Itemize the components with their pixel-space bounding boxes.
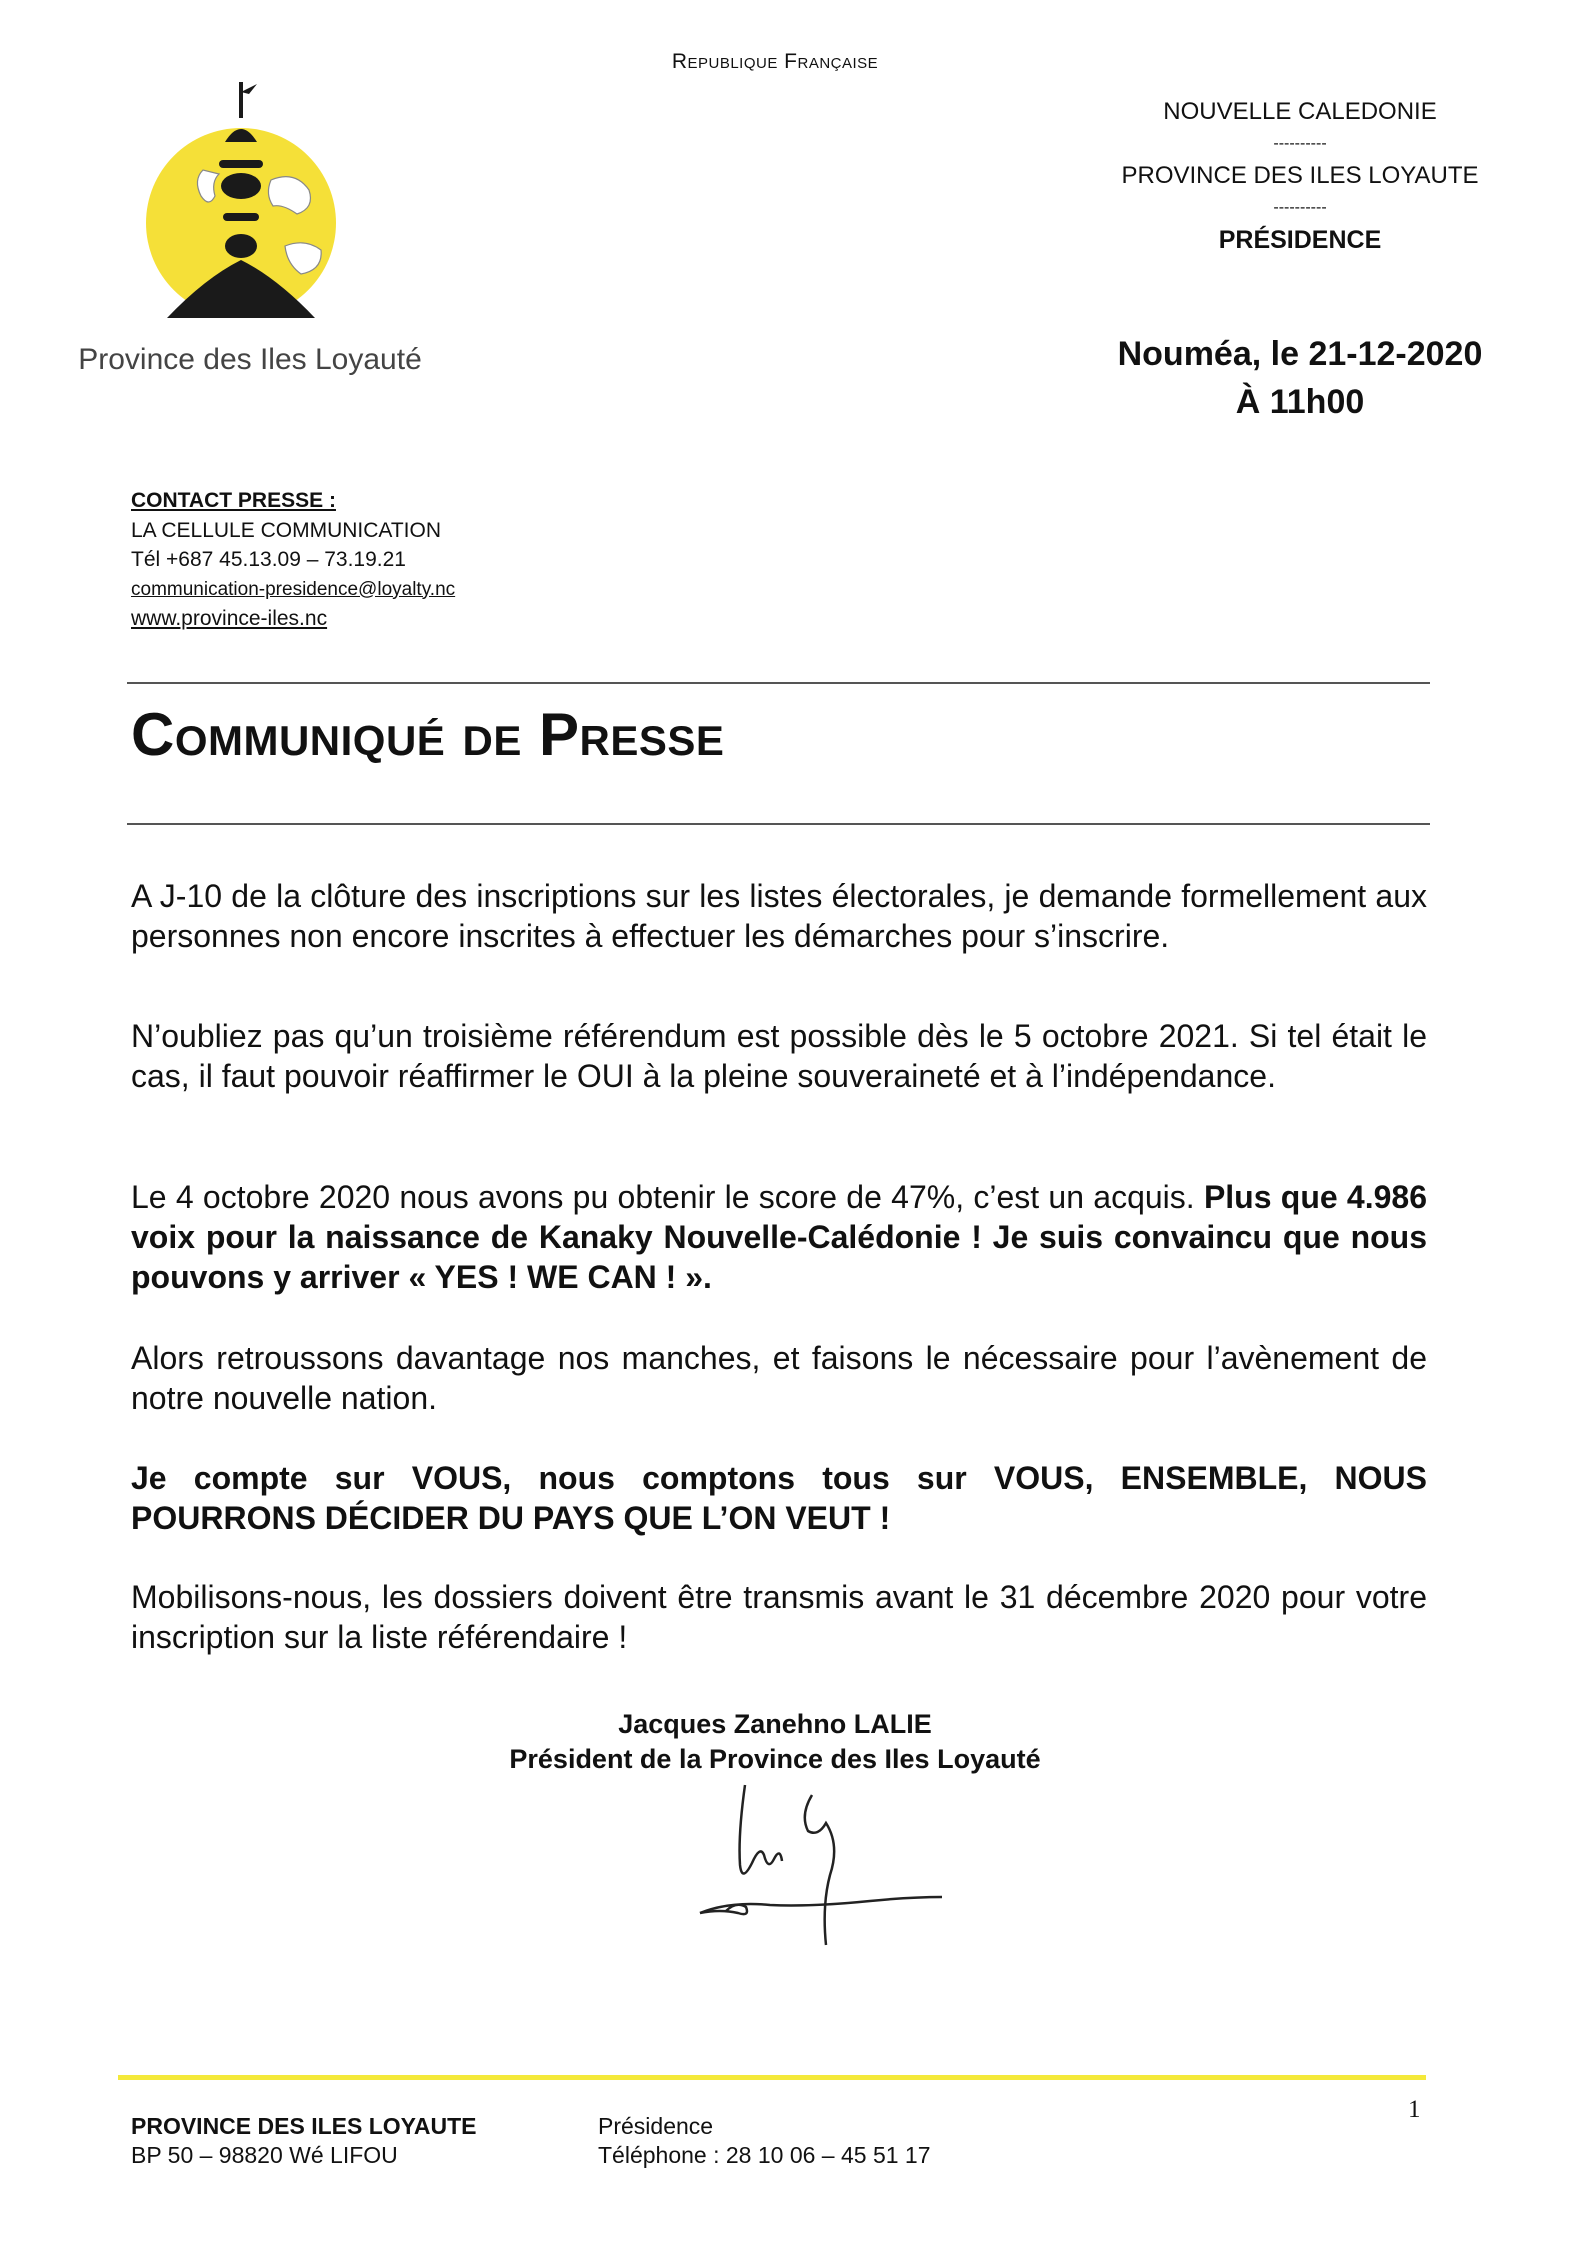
logo-figure-head bbox=[225, 234, 257, 258]
footer-office: Présidence bbox=[598, 2113, 714, 2139]
footer-right bbox=[598, 2112, 931, 2170]
footer-phone: Téléphone : 28 10 06 – 45 51 17 bbox=[598, 2142, 931, 2168]
authority-province: PROVINCE DES ILES LOYAUTE bbox=[1121, 162, 1479, 189]
signatory-name: Jacques Zanehno LALIE bbox=[618, 1709, 932, 1739]
province-logo bbox=[145, 78, 361, 326]
contact-block bbox=[131, 486, 455, 634]
logo-figure-bird bbox=[241, 84, 257, 94]
date-line: Nouméa, le 21-12-2020 bbox=[1117, 335, 1483, 373]
logo-figure-bar bbox=[223, 213, 259, 221]
footer-address: BP 50 – 98820 Wé LIFOU bbox=[131, 2142, 398, 2168]
page-number: 1 bbox=[1408, 2096, 1421, 2123]
paragraph-4: Alors retroussons davantage nos manches, et faisons le nécessaire pour l’avènement de notre nouvelle nation. bbox=[131, 1340, 1427, 1416]
signatory-block bbox=[350, 1707, 1200, 1777]
handwritten-signature bbox=[690, 1775, 960, 1975]
logo-figure-bar2 bbox=[219, 160, 263, 168]
divider-top bbox=[127, 682, 1430, 684]
authority-office: PRÉSIDENCE bbox=[1218, 226, 1382, 254]
document-title: Communiqué de Presse bbox=[131, 701, 725, 768]
republique-heading: Republique Française bbox=[671, 50, 879, 73]
paragraph-1: A J-10 de la clôture des inscriptions sur les listes électorales, je demande formellement aux personnes non encore inscrites à effectuer les démarches pour s’inscrire. bbox=[131, 878, 1427, 954]
time-line: À 11h00 bbox=[1235, 383, 1365, 421]
contact-phone: Tél +687 45.13.09 – 73.19.21 bbox=[131, 548, 406, 571]
paragraph-6: Mobilisons-nous, les dossiers doivent être transmis avant le 31 décembre 2020 pour votre inscription sur la liste référendaire ! bbox=[131, 1579, 1427, 1655]
paragraph-5: Je compte sur VOUS, nous comptons tous sur VOUS, ENSEMBLE, NOUS POURRONS DÉCIDER DU PAYS QUE L’ON VEUT ! bbox=[131, 1460, 1427, 1536]
paragraph-3-bold: Plus que 4.986 voix pour la naissance de Kanaky Nouvelle-Calédonie ! Je suis convaincu que nous pouvons y arriver « YES ! WE CAN ! ». bbox=[131, 1179, 1428, 1295]
logo-figure-mid bbox=[221, 173, 261, 199]
footer-org: PROVINCE DES ILES LOYAUTE bbox=[131, 2113, 477, 2139]
contact-website-link[interactable]: www.province-iles.nc bbox=[131, 607, 328, 630]
logo-caption: Province des Iles Loyauté bbox=[78, 343, 422, 376]
date-block bbox=[1100, 330, 1500, 426]
authority-block bbox=[1100, 96, 1500, 256]
authority-separator: ---------- bbox=[1273, 199, 1327, 216]
authority-country: NOUVELLE CALEDONIE bbox=[1163, 98, 1437, 125]
contact-email-link[interactable]: communication-presidence@loyalty.nc bbox=[131, 578, 456, 600]
paragraph-2: N’oubliez pas qu’un troisième référendum est possible dès le 5 octobre 2021. Si tel était le cas, il faut pouvoir réaffirmer le OUI à la pleine souveraineté et à l’indépendance. bbox=[131, 1018, 1427, 1094]
contact-unit: LA CELLULE COMMUNICATION bbox=[131, 518, 442, 542]
contact-title: CONTACT PRESSE : bbox=[131, 489, 336, 512]
authority-separator: ---------- bbox=[1273, 135, 1327, 152]
paragraph-3-text: Le 4 octobre 2020 nous avons pu obtenir le score de 47%, c’est un acquis. bbox=[131, 1179, 1204, 1215]
divider-bottom bbox=[127, 823, 1430, 825]
signatory-role: Président de la Province des Iles Loyauté bbox=[509, 1744, 1041, 1774]
footer-left bbox=[131, 2112, 477, 2170]
footer-accent-line bbox=[118, 2075, 1426, 2080]
paragraph-3 bbox=[131, 1177, 1427, 1297]
